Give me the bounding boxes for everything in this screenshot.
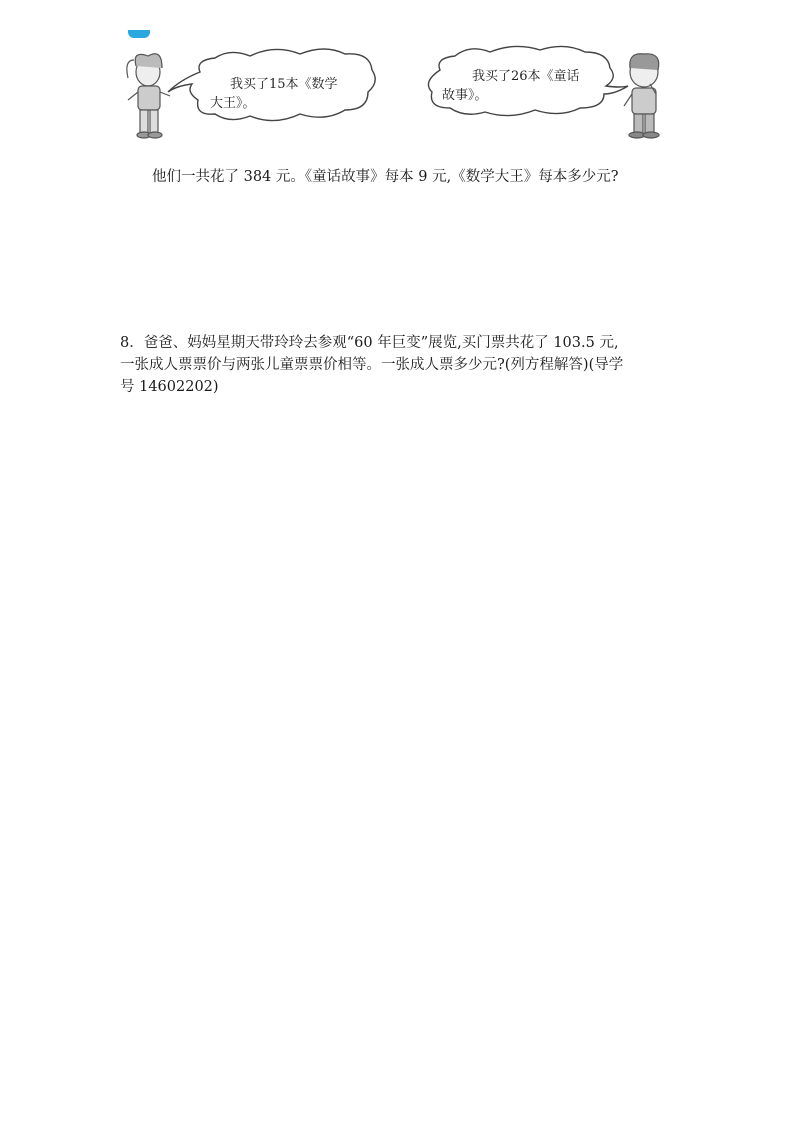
problem-8-line2: 一张成人票票价与两张儿童票票价相等。一张成人票多少元?(列方程解答)(导学 xyxy=(120,357,624,373)
dialogue-illustration xyxy=(110,30,690,145)
boy-bubble-line1: 我买了26本《童话 xyxy=(472,69,580,84)
boy-figure xyxy=(624,54,659,138)
girl-figure xyxy=(127,54,170,138)
problem-8 xyxy=(120,332,690,398)
boy-bubble-line2: 故事》。 xyxy=(442,88,488,103)
problem-8-line3: 号 14602202) xyxy=(120,379,219,395)
girl-bubble-line1: 我买了15本《数学 xyxy=(230,77,338,92)
illustration-drawing xyxy=(110,30,690,145)
problem-8-line1: 8．爸爸、妈妈星期天带玲玲去参观“60 年巨变”展览,买门票共花了 103.5 元, xyxy=(120,335,619,351)
girl-bubble-line2: 大王》。 xyxy=(210,96,256,111)
problem-7-text: 他们一共花了 384 元。《童话故事》每本 9 元,《数学大王》每本多少元? xyxy=(152,169,619,185)
